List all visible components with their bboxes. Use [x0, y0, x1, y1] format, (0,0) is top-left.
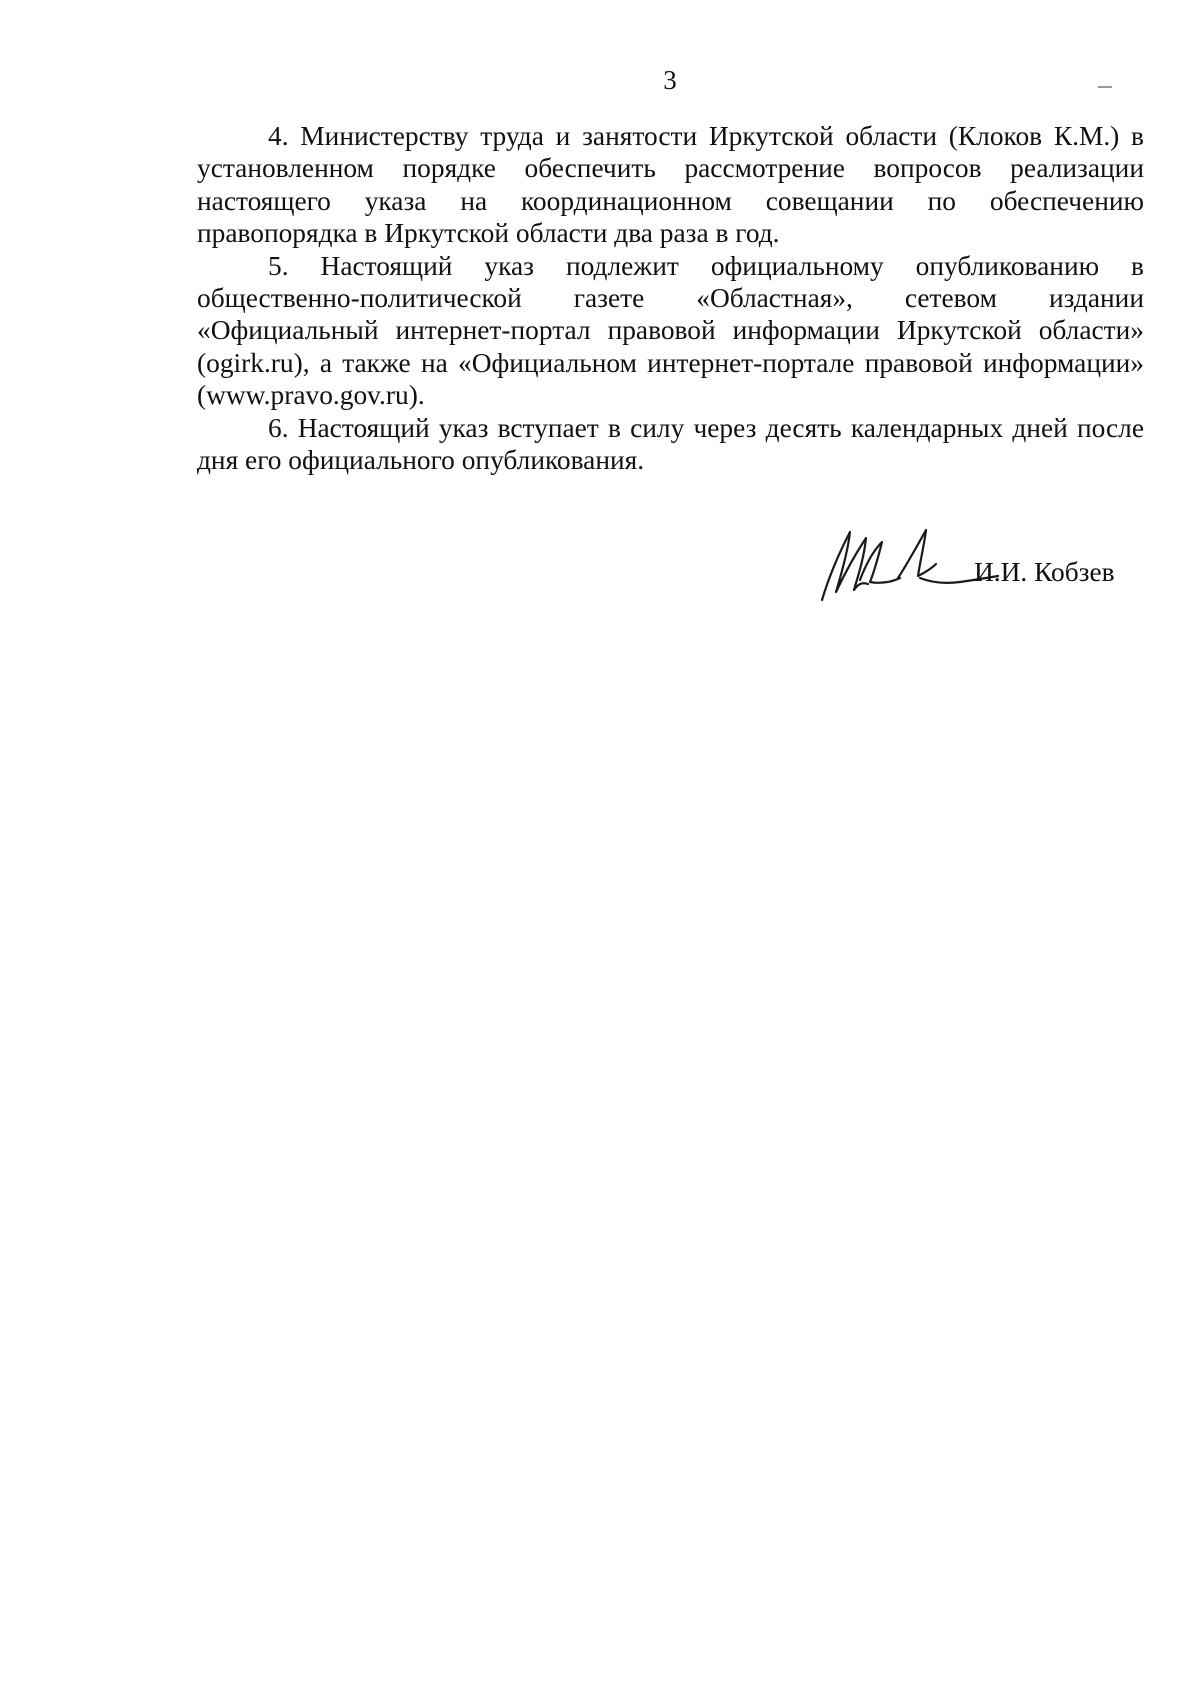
signature-block — [808, 520, 1138, 630]
document-body — [197, 120, 1144, 476]
clause-4: 4. Министерству труда и занятости Иркутской области (Клоков К.М.) в установленном порядке обеспечить рассмотрение вопросов реализации настоящего указа на координационном совещании по обеспечению правопорядка в Иркутской области два раза в год. — [197, 121, 1144, 249]
clause-5: 5. Настоящий указ подлежит официальному опубликованию в общественно-политической газете «Областная», сетевом издании «Официальный интернет-портал правовой информации Иркутской области» (ogirk.ru), а также на «Официальном интернет-портале правовой информации» (www.pravo.gov.ru). — [197, 250, 1144, 411]
clause-6: 6. Настоящий указ вступает в силу через десять календарных дней после дня его официального опубликования. — [197, 412, 1144, 476]
page-number: 3 — [663, 65, 677, 95]
scan-mark — [1098, 86, 1112, 88]
signatory-name: И.И. Кобзев — [974, 557, 1115, 587]
